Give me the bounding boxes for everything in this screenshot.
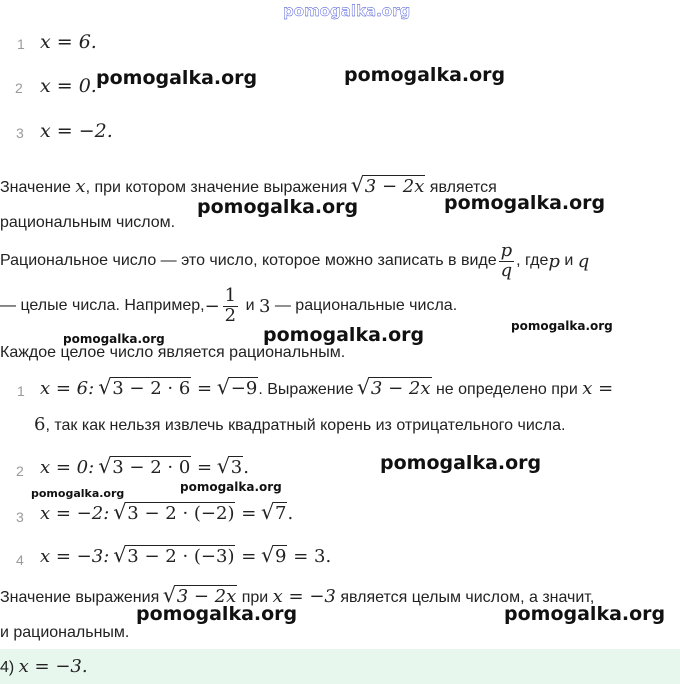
check-end: . xyxy=(243,457,249,478)
sqrt-expression xyxy=(262,546,287,567)
question-text: , при котором значение выражения xyxy=(85,179,352,196)
conclusion-text: является целым числом, а значит, xyxy=(335,589,595,606)
check-number: 4 xyxy=(16,552,24,568)
sqrt-expression xyxy=(262,503,287,524)
check-lhs: x = 6: xyxy=(40,378,95,399)
definition-text: , где xyxy=(516,252,549,269)
radicand: −9 xyxy=(230,378,258,399)
radicand: 3 − 2 · 0 xyxy=(112,457,191,478)
watermark: pomogalka.org xyxy=(263,324,425,346)
check-number: 3 xyxy=(16,509,24,525)
radicand: 3 − 2 · 6 xyxy=(112,378,191,399)
watermark-top: pomogalka.org xyxy=(283,2,411,20)
question-variable: x xyxy=(75,176,86,197)
definition-text: — целые числа. Например, xyxy=(0,297,205,314)
radicand: 3 − 2x xyxy=(370,378,431,399)
variable-p: p xyxy=(548,250,560,272)
sqrt-expression xyxy=(218,378,259,399)
question-line-1 xyxy=(0,176,497,197)
watermark: pomogalka.org xyxy=(31,487,125,500)
option-expression: x = −2. xyxy=(40,120,113,142)
definition-line-2 xyxy=(0,282,457,330)
check-lhs: x = −2: xyxy=(40,503,110,524)
minus-sign: − xyxy=(204,295,220,317)
question-text: Значение xyxy=(0,179,76,196)
check-lhs: x = −3: xyxy=(40,546,110,567)
question-text: является xyxy=(425,179,497,196)
check-number: 2 xyxy=(16,463,24,479)
sqrt-expression xyxy=(99,378,191,399)
check-1-line-1 xyxy=(40,378,613,399)
equals: = xyxy=(191,378,218,399)
fraction-numerator: 1 xyxy=(224,284,237,306)
option-number: 3 xyxy=(16,125,24,141)
conclusion-line-2: и рациональным. xyxy=(0,624,130,641)
check-math: 6 xyxy=(34,414,46,435)
watermark: pomogalka.org xyxy=(504,603,666,625)
conclusion-math: x = −3 xyxy=(272,586,336,607)
answer-label: 4) xyxy=(0,659,19,676)
sqrt-expression xyxy=(352,176,426,197)
watermark: pomogalka.org xyxy=(63,332,165,346)
check-text: не определено при xyxy=(431,381,583,398)
check-lhs: x = 0: xyxy=(40,457,95,478)
check-math: x = xyxy=(582,378,614,399)
sqrt-expression xyxy=(114,503,235,524)
definition-text: и xyxy=(241,297,259,314)
integer-note: Каждое целое число является рациональным. xyxy=(0,344,346,361)
sqrt-expression xyxy=(99,457,191,478)
fraction-denominator: q xyxy=(500,259,513,281)
watermark: pomogalka.org xyxy=(344,64,506,86)
variable-q: q xyxy=(577,250,590,272)
answer-math: x = −3. xyxy=(18,656,88,677)
equals: = xyxy=(191,457,218,478)
question-line-2: рациональным числом. xyxy=(0,214,176,231)
watermark: pomogalka.org xyxy=(380,452,542,474)
check-text: , так как нельзя извлечь квадратный корень из отрицательного числа. xyxy=(45,417,566,434)
option-number: 1 xyxy=(17,36,25,52)
sqrt-expression xyxy=(114,546,235,567)
option-number: 2 xyxy=(15,80,23,96)
radicand: 3 − 2x xyxy=(364,176,425,197)
conclusion-text: при xyxy=(237,589,273,606)
number-three: 3 xyxy=(258,295,271,317)
equals: = xyxy=(235,546,263,567)
check-end: . xyxy=(287,503,294,524)
equals: = xyxy=(235,503,263,524)
option-expression: x = 6. xyxy=(40,31,97,53)
answer-box xyxy=(0,649,680,684)
watermark: pomogalka.org xyxy=(197,196,359,218)
fraction-numerator: p xyxy=(500,239,513,261)
definition-text: и xyxy=(559,252,578,269)
check-number: 1 xyxy=(17,383,25,399)
watermark: pomogalka.org xyxy=(180,480,282,494)
sqrt-expression xyxy=(358,378,432,399)
sqrt-expression xyxy=(218,457,243,478)
radicand: 3 − 2 · (−3) xyxy=(127,546,235,567)
radicand: 9 xyxy=(275,546,287,567)
definition-line-1 xyxy=(0,236,589,286)
watermark: pomogalka.org xyxy=(96,67,258,89)
check-text: . Выражение xyxy=(258,381,358,398)
check-2-line xyxy=(40,457,249,478)
definition-text: — рациональные числа. xyxy=(270,297,458,314)
radicand: 3 − 2x xyxy=(176,586,237,607)
answer-line xyxy=(0,656,88,677)
check-1-line-2 xyxy=(34,414,565,435)
watermark: pomogalka.org xyxy=(444,192,606,214)
check-end: = 3. xyxy=(287,546,332,567)
radicand: 7 xyxy=(275,503,287,524)
conclusion-text: Значение выражения xyxy=(0,589,164,606)
radicand: 3 xyxy=(230,457,243,478)
check-4-line xyxy=(40,546,331,567)
watermark: pomogalka.org xyxy=(136,603,298,625)
fraction-one-half xyxy=(223,284,238,326)
radicand: 3 − 2 · (−2) xyxy=(127,503,235,524)
check-3-line xyxy=(40,503,293,524)
option-expression: x = 0. xyxy=(40,75,97,97)
definition-text: Рациональное число — это число, которое можно записать в виде xyxy=(0,252,497,269)
watermark: pomogalka.org xyxy=(511,319,613,333)
fraction-p-q xyxy=(499,239,515,281)
fraction-denominator: 2 xyxy=(224,304,237,326)
